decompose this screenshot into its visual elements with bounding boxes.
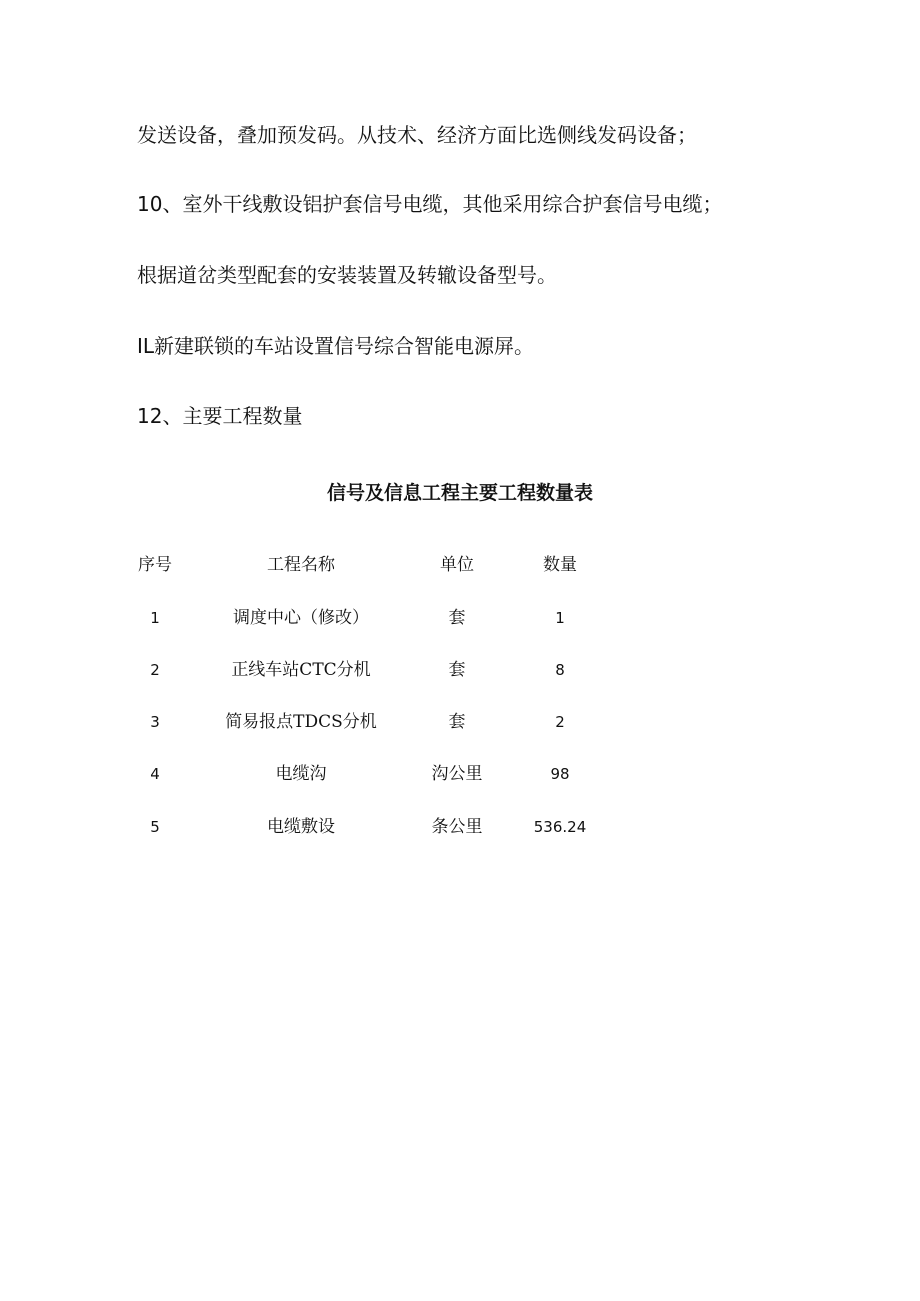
row-index: 3 bbox=[150, 713, 160, 731]
row-name: 调度中心（修改） bbox=[233, 608, 369, 628]
paragraph-1: 发送设备，叠加预发码。从技术、经济方面比选侧线发码设备； bbox=[137, 123, 697, 147]
row-name: 简易报点TDCS分机 bbox=[225, 712, 377, 732]
row-quantity: 1 bbox=[555, 609, 565, 627]
paragraph-4: IL新建联锁的车站设置信号综合智能电源屏。 bbox=[137, 334, 535, 358]
row-unit: 套 bbox=[448, 608, 466, 628]
row-unit: 沟公里 bbox=[431, 764, 483, 784]
header-unit: 单位 bbox=[440, 555, 474, 575]
paragraph-3: 根据道岔类型配套的安装装置及转辙设备型号。 bbox=[137, 263, 557, 287]
header-quantity: 数量 bbox=[543, 555, 577, 575]
paragraph-2: 10、室外干线敷设铝护套信号电缆，其他采用综合护套信号电缆； bbox=[137, 192, 723, 216]
row-quantity: 2 bbox=[555, 713, 565, 731]
row-unit: 套 bbox=[448, 712, 466, 732]
row-index: 1 bbox=[150, 609, 160, 627]
row-quantity: 536.24 bbox=[533, 818, 587, 836]
header-index: 序号 bbox=[138, 555, 172, 575]
row-unit: 套 bbox=[448, 660, 466, 680]
table-title: 信号及信息工程主要工程数量表 bbox=[326, 482, 593, 504]
row-index: 4 bbox=[150, 765, 160, 783]
row-index: 5 bbox=[150, 818, 160, 836]
header-name: 工程名称 bbox=[267, 555, 335, 575]
row-unit: 条公里 bbox=[431, 817, 483, 837]
row-index: 2 bbox=[150, 661, 160, 679]
row-name: 电缆敷设 bbox=[267, 817, 335, 837]
section-heading: 12、主要工程数量 bbox=[137, 404, 303, 428]
row-quantity: 8 bbox=[555, 661, 565, 679]
row-name: 正线车站CTC分机 bbox=[231, 660, 371, 680]
row-quantity: 98 bbox=[550, 765, 570, 783]
row-name: 电缆沟 bbox=[275, 764, 327, 784]
